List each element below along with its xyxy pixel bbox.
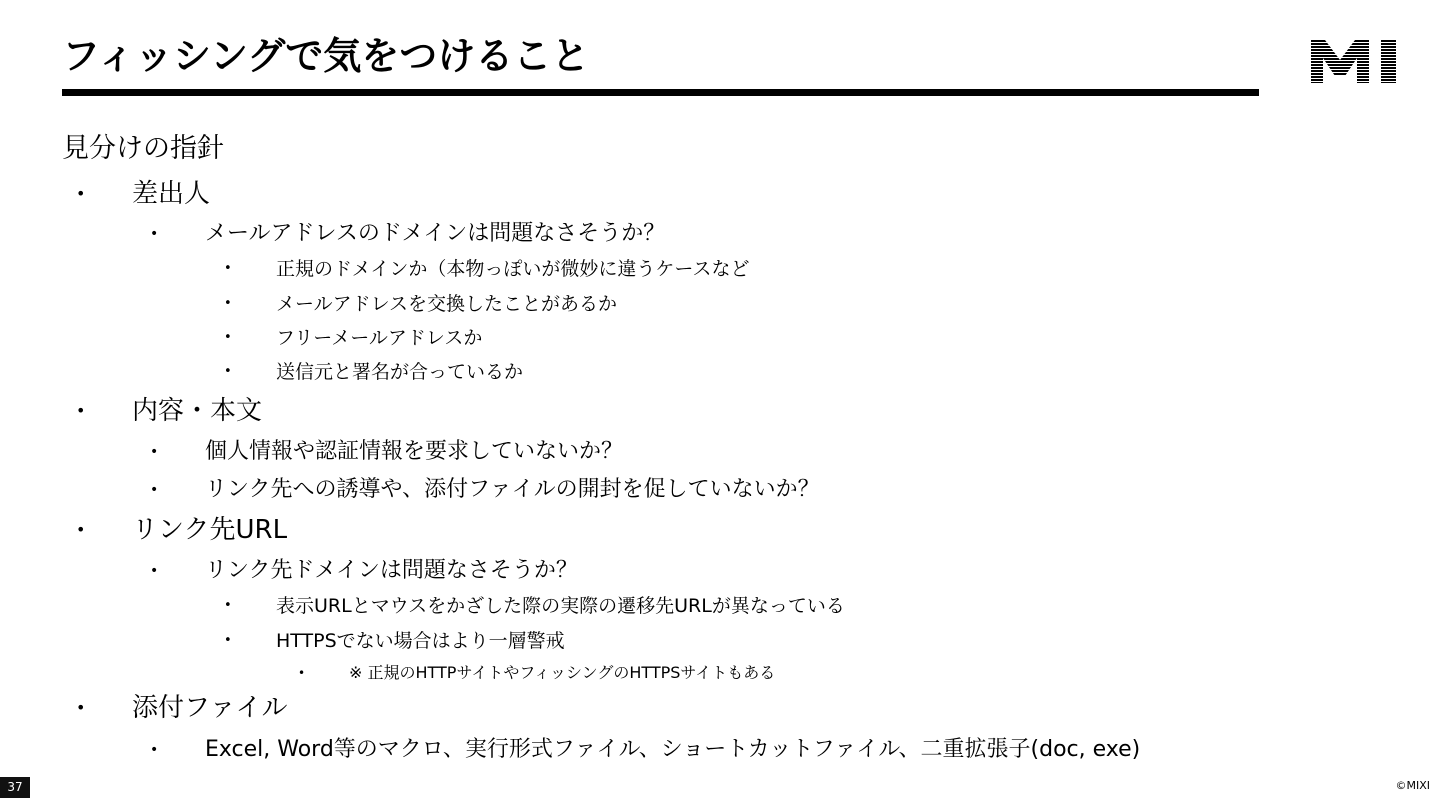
outline-item-text: 表示URLとマウスをかざした際の実際の遷移先URLが異なっている (276, 595, 845, 617)
outline-item-text: Excel, Word等のマクロ、実行形式ファイル、ショートカットファイル、二重拡張子(doc, exe) (205, 737, 1141, 762)
bullet-icon: • (224, 633, 232, 648)
page-number: 37 (0, 777, 30, 798)
bullet-icon: • (76, 184, 86, 203)
outline-item-text: リンク先URL (132, 515, 288, 545)
bullet-icon: • (150, 742, 159, 758)
bullet-icon: • (298, 666, 306, 680)
bullet-icon: • (224, 261, 232, 276)
outline-item-text: 内容・本文 (132, 396, 263, 426)
mixi-logo (1311, 40, 1402, 83)
bullet-icon: • (150, 482, 159, 498)
outline-item-text: フリーメールアドレスか (276, 327, 483, 349)
bullet-icon: • (76, 520, 86, 539)
bullet-icon: • (224, 330, 232, 345)
outline-item-text: 正規のドメインか（本物っぽいが微妙に違うケースなど (276, 258, 750, 280)
outline-item-text: メールアドレスのドメインは問題なさそうか？ (205, 221, 666, 246)
outline-item-text: 個人情報や認証情報を要求していないか？ (205, 439, 624, 464)
bullet-icon: • (76, 698, 86, 717)
bullet-icon: • (224, 598, 232, 613)
outline-item-text: リンク先ドメインは問題なさそうか？ (205, 558, 578, 583)
bullet-icon: • (150, 563, 159, 579)
outline-item-text: 差出人 (132, 179, 211, 209)
bullet-icon: • (150, 444, 159, 460)
outline-item-text: リンク先への誘導や、添付ファイルの開封を促していないか？ (205, 477, 820, 502)
section-heading: 見分けの指針 (62, 133, 224, 164)
bullet-icon: • (150, 226, 159, 242)
outline-item-text: ※ 正規のHTTPサイトやフィッシングのHTTPSサイトもある (349, 663, 776, 682)
outline-item-text: メールアドレスを交換したことがあるか (276, 293, 618, 315)
outline-item-text: 送信元と署名が合っているか (276, 361, 524, 383)
bullet-icon: • (76, 401, 86, 420)
bullet-icon: • (224, 296, 232, 311)
outline-item-text: HTTPSでない場合はより一層警戒 (276, 630, 565, 652)
title-underline (62, 89, 1259, 96)
bullet-icon: • (224, 364, 232, 379)
copyright-notice: ©MIXI (1395, 779, 1430, 792)
outline-item-text: 添付ファイル (132, 693, 288, 723)
slide-title: フィッシングで気をつけること (62, 34, 590, 78)
